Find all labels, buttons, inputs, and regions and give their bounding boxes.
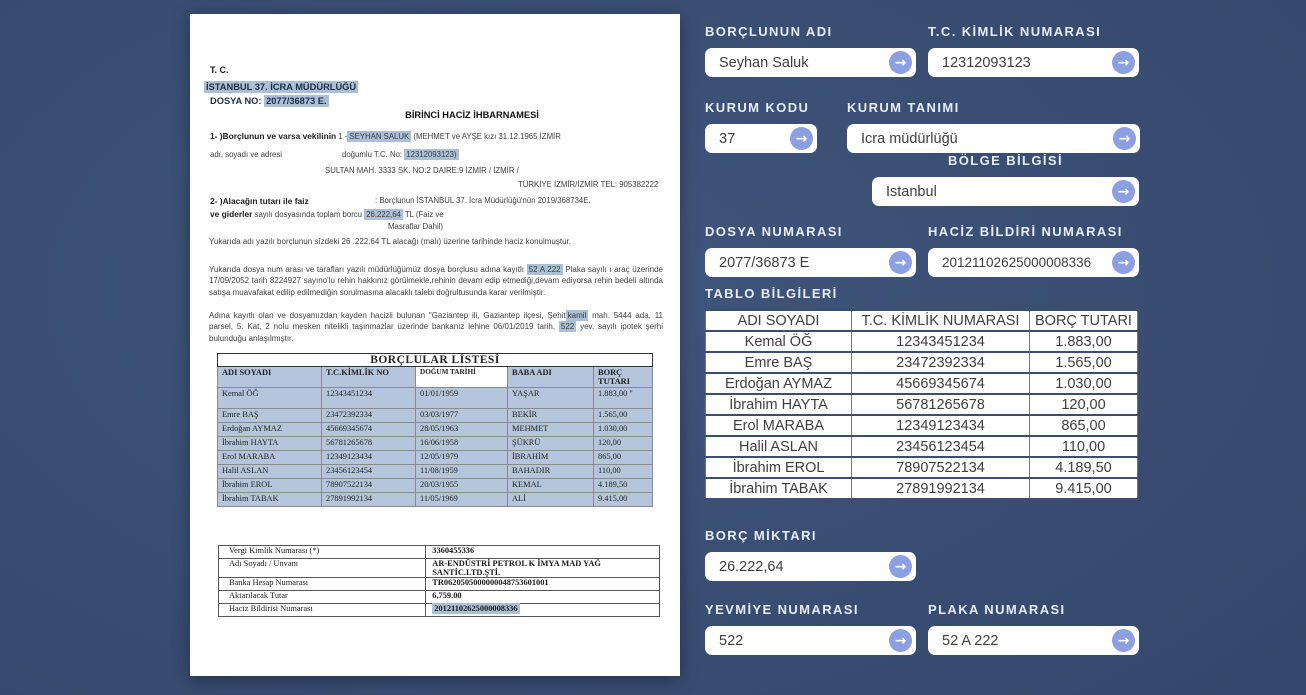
tc-kimlik-input-box bbox=[928, 48, 1139, 77]
field-tc-kimlik bbox=[928, 24, 1139, 77]
table-cell: Erdoğan AYMAZ bbox=[706, 373, 852, 394]
kurum-tanimi-submit-button[interactable] bbox=[1113, 127, 1136, 150]
table-cell: KEMAL bbox=[508, 479, 594, 493]
doc-title: BİRİNCİ HACİZ İHBARNAMESİ bbox=[405, 110, 539, 120]
table-row bbox=[706, 394, 1138, 415]
table-cell: İbrahim EROL bbox=[218, 479, 322, 493]
table-cell: 12349123434 bbox=[322, 451, 416, 465]
table-cell: 12/05/1979 bbox=[416, 451, 508, 465]
table-cell: 28/05/1963 bbox=[416, 423, 508, 437]
kurum-tanimi-input[interactable] bbox=[847, 131, 1140, 147]
table-cell bbox=[426, 546, 660, 559]
highlighted-text: 26.222,64 bbox=[366, 210, 401, 219]
table-cell: 78907522134 bbox=[322, 479, 416, 493]
table-row bbox=[706, 478, 1138, 499]
table-cell: İbrahim HAYTA bbox=[706, 394, 852, 415]
table-cell: Halil ASLAN bbox=[218, 465, 322, 479]
text-segment: Banka Hesap Numarası bbox=[229, 578, 309, 587]
table-cell: ŞÜKRÜ bbox=[508, 437, 594, 451]
highlighted-text: 12312093123) bbox=[406, 150, 457, 159]
table-cell: 11/05/1969 bbox=[416, 493, 508, 507]
table-cell bbox=[426, 604, 660, 617]
field-haciz-bildiri bbox=[928, 224, 1139, 277]
table-row bbox=[219, 546, 660, 559]
table-cell: 56781265678 bbox=[322, 437, 416, 451]
text-segment: Aktarılacak Tutar bbox=[229, 591, 288, 600]
highlighted-text: SEYHAN SALUK bbox=[349, 132, 410, 141]
table-cell: YAŞAR bbox=[508, 388, 594, 409]
table-cell: Kemal ÖĞ bbox=[706, 331, 852, 352]
text-segment: Yukarıda dosya num arası ve tarafları yazılı müdürlüğümüz dosya borçlusu adına kayıtlı bbox=[209, 265, 527, 274]
table-row bbox=[219, 559, 660, 578]
haciz-bildiri-input-box bbox=[928, 248, 1139, 277]
table-cell: İbrahim EROL bbox=[706, 457, 852, 478]
table-cell: 45669345674 bbox=[852, 373, 1030, 394]
borc-miktari-input-box bbox=[705, 552, 916, 581]
doc-paragraph-2 bbox=[209, 264, 663, 298]
borc-miktari-submit-button[interactable] bbox=[889, 555, 912, 578]
table-cell: İbrahim HAYTA bbox=[218, 437, 322, 451]
table-cell: 11/08/1959 bbox=[416, 465, 508, 479]
table-row bbox=[218, 451, 653, 465]
document-preview bbox=[190, 14, 680, 676]
plaka-numarasi-label: PLAKA NUMARASI bbox=[928, 602, 1066, 617]
dosya-numarasi-submit-button[interactable] bbox=[889, 251, 912, 274]
arrow-right-icon: → bbox=[894, 558, 907, 575]
arrow-right-icon: → bbox=[894, 254, 907, 271]
field-bolge-bilgisi bbox=[872, 153, 1139, 206]
table-cell: 78907522134 bbox=[852, 457, 1030, 478]
text-segment: 3360455336 bbox=[432, 546, 475, 555]
table-cell: MEHMET bbox=[508, 423, 594, 437]
field-plaka-numarasi bbox=[928, 602, 1139, 655]
table-cell: 110,00 bbox=[1030, 436, 1138, 457]
table-cell: 1.030,00 bbox=[1030, 373, 1138, 394]
plaka-numarasi-submit-button[interactable] bbox=[1112, 629, 1135, 652]
table-cell: İBRAHİM bbox=[508, 451, 594, 465]
table-cell: 23472392334 bbox=[322, 409, 416, 423]
table-row bbox=[706, 373, 1138, 394]
table-cell: 12343451234 bbox=[852, 331, 1030, 352]
kurum-tanimi-label: KURUM TANIMI bbox=[847, 100, 960, 115]
dosya-numarasi-label: DOSYA NUMARASI bbox=[705, 224, 843, 239]
table-cell: Erdoğan AYMAZ bbox=[218, 423, 322, 437]
text-segment: TR0620505000000048753601001 bbox=[432, 578, 549, 587]
text-segment: Vergi Kimlik Numarası (*) bbox=[229, 546, 320, 555]
tc-kimlik-submit-button[interactable] bbox=[1112, 51, 1135, 74]
tc-kimlik-input[interactable] bbox=[928, 55, 1139, 71]
doc-col-adi-soyadi: ADI SOYADI bbox=[218, 367, 322, 388]
borclunun-adi-submit-button[interactable] bbox=[889, 51, 912, 74]
table-row bbox=[219, 578, 660, 591]
table-cell: 4.189,50 bbox=[1030, 457, 1138, 478]
table-row bbox=[218, 479, 653, 493]
text-segment: Plaka sayılı ı araç üzerinde 17/09/2052 tarih 8224927 sayıno'lu rehin hakkınız görülmekle,rehinin devam edip etmediği,devam ediyorsa rehin bedeli altında satışa muavafakat edilip edilmediğin sorulmasına alacaklı talebi doğrultusunda karar verilmiştir. bbox=[209, 265, 663, 297]
table-cell: 865,00 bbox=[594, 451, 653, 465]
table-cell: Emre BAŞ bbox=[706, 352, 852, 373]
arrow-right-icon: → bbox=[894, 632, 907, 649]
haciz-bildiri-input[interactable] bbox=[928, 255, 1139, 270]
table-cell: 110,00 bbox=[594, 465, 653, 479]
doc-paragraph-3 bbox=[209, 310, 663, 344]
table-cell bbox=[426, 578, 660, 591]
table-cell bbox=[219, 604, 426, 617]
table-cell: Kemal ÖĞ bbox=[218, 388, 322, 409]
arrow-right-icon: → bbox=[1117, 54, 1130, 71]
highlighted-text: 20121102625000008336 bbox=[434, 604, 518, 613]
table-row bbox=[706, 415, 1138, 436]
table-cell: Emre BAŞ bbox=[218, 409, 322, 423]
doc-item2-label: 2- )Alacağın tutarı ile faiz bbox=[210, 196, 309, 206]
table-cell: 1.883,00 bbox=[1030, 331, 1138, 352]
field-kurum-kodu bbox=[705, 100, 817, 153]
table-cell: ALİ bbox=[508, 493, 594, 507]
field-borclunun-adi bbox=[705, 24, 916, 77]
borc-miktari-input[interactable] bbox=[705, 559, 916, 575]
text-segment: TL (Faiz ve bbox=[402, 210, 444, 219]
doc-info-table bbox=[218, 545, 660, 617]
field-dosya-numarasi bbox=[705, 224, 916, 277]
borclunun-adi-input[interactable] bbox=[705, 55, 916, 71]
text-segment: (MEHMET ve AYŞE kızı 31.12.1965 İZMİR bbox=[411, 132, 561, 141]
table-cell: 45669345674 bbox=[322, 423, 416, 437]
table-cell bbox=[219, 559, 426, 578]
table-cell: 1.883,00 " bbox=[594, 388, 653, 409]
table-cell: 56781265678 bbox=[852, 394, 1030, 415]
table-cell: Halil ASLAN bbox=[706, 436, 852, 457]
table-cell: 16/06/1958 bbox=[416, 437, 508, 451]
haciz-bildiri-submit-button[interactable] bbox=[1112, 251, 1135, 274]
table-row bbox=[706, 352, 1138, 373]
extracted-table-header-row bbox=[706, 310, 1138, 331]
dosya-numarasi-input[interactable] bbox=[705, 255, 916, 271]
extracted-table bbox=[705, 309, 1138, 500]
table-cell: 4.189,50 bbox=[594, 479, 653, 493]
field-kurum-tanimi bbox=[847, 100, 1140, 153]
col-tc-kimlik-numarasi: T.C. KİMLİK NUMARASI bbox=[852, 310, 1030, 331]
doc-col-dogum-tarihi: DOĞUM TARİHİ bbox=[416, 367, 508, 388]
doc-dosya-line: DOSYA NO: 2077/36873 E. bbox=[210, 96, 327, 106]
table-cell bbox=[219, 578, 426, 591]
doc-office-line: İSTANBUL 37. İCRA MÜDÜRLÜĞÜ bbox=[206, 82, 357, 92]
table-cell: 1.565,00 bbox=[594, 409, 653, 423]
plaka-numarasi-input[interactable] bbox=[928, 633, 1139, 649]
text-segment: Adı Soyadı / Unvanı bbox=[229, 559, 299, 568]
yevmiye-numarasi-input[interactable] bbox=[705, 633, 916, 649]
doc-item2-line3: Masraflar Dahil) bbox=[388, 222, 444, 231]
table-cell: 1.565,00 bbox=[1030, 352, 1138, 373]
table-cell: 23472392334 bbox=[852, 352, 1030, 373]
doc-col-tc-kimlik: T.C.KİMLİK NO bbox=[322, 367, 416, 388]
table-cell: 9.415,00 bbox=[1030, 478, 1138, 499]
table-cell bbox=[219, 546, 426, 559]
doc-col-baba-adi: BABA ADI bbox=[508, 367, 594, 388]
yevmiye-numarasi-submit-button[interactable] bbox=[889, 629, 912, 652]
doc-item1-sublabel: adı, soyadı ve adresi bbox=[210, 150, 282, 159]
borc-miktari-label: BORÇ MİKTARI bbox=[705, 528, 817, 543]
bolge-bilgisi-submit-button[interactable] bbox=[1112, 180, 1135, 203]
highlighted-text: 52 A 222 bbox=[528, 265, 561, 274]
yevmiye-numarasi-input-box bbox=[705, 626, 916, 655]
haciz-bildiri-label: HACİZ BİLDİRİ NUMARASI bbox=[928, 224, 1123, 239]
arrow-right-icon: → bbox=[1117, 183, 1130, 200]
table-cell: 12349123434 bbox=[852, 415, 1030, 436]
table-cell: İbrahim TABAK bbox=[218, 493, 322, 507]
doc-item1-line3: SULTAN MAH. 3333 SK. NO:2 DAIRE:9 İZMİR / İZMİR / bbox=[325, 166, 519, 175]
table-cell: 1.030,00 bbox=[594, 423, 653, 437]
text-segment: sayılı dosyasında toplam borcu bbox=[252, 210, 365, 219]
table-row bbox=[706, 331, 1138, 352]
table-cell: 27891992134 bbox=[322, 493, 416, 507]
arrow-right-icon: → bbox=[894, 54, 907, 71]
arrow-right-icon: → bbox=[1118, 130, 1131, 147]
field-yevmiye-numarasi bbox=[705, 602, 916, 655]
arrow-right-icon: → bbox=[795, 130, 808, 147]
text-segment: doğumlu T.C. No: bbox=[342, 150, 405, 159]
doc-item2-line1: : Borçlunun İSTANBUL 37. İcra Müdürlüğü'nün 2019/368734E. bbox=[375, 196, 591, 205]
bolge-bilgisi-label: BÖLGE BİLGİSİ bbox=[948, 153, 1063, 168]
table-cell: 03/03/1977 bbox=[416, 409, 508, 423]
field-borc-miktari bbox=[705, 528, 916, 581]
table-cell: Erol MARABA bbox=[218, 451, 322, 465]
table-row bbox=[219, 591, 660, 604]
table-cell: 20/03/1955 bbox=[416, 479, 508, 493]
dosya-numarasi-input-box bbox=[705, 248, 916, 277]
table-cell: İbrahim TABAK bbox=[706, 478, 852, 499]
doc-debtors-table bbox=[217, 353, 653, 507]
doc-item1-line2 bbox=[342, 150, 459, 160]
tablo-bilgileri-title: TABLO BİLGİLERİ bbox=[705, 286, 838, 301]
table-cell: 12343451234 bbox=[322, 388, 416, 409]
table-cell: 120,00 bbox=[594, 437, 653, 451]
text-segment: yev. sayılı ipotek şerhi bulunduğu anlaşılmıştır. bbox=[209, 322, 663, 343]
col-adi-soyadi: ADI SOYADI bbox=[706, 310, 852, 331]
table-cell: 23456123454 bbox=[852, 436, 1030, 457]
arrow-right-icon: → bbox=[1117, 254, 1130, 271]
table-row bbox=[218, 409, 653, 423]
table-cell bbox=[426, 559, 660, 578]
doc-item1-line1: 1- )Borçlunun ve varsa vekilinin 1 - SEYHAN SALUK (MEHMET ve AYŞE kızı 31.12.1965 İZMİR bbox=[210, 131, 561, 141]
doc-col-borc-tutari: BORÇ TUTARI bbox=[594, 367, 653, 388]
table-cell: BAHADIR bbox=[508, 465, 594, 479]
table-row bbox=[218, 388, 653, 409]
doc-item1-line4: TÜRKİYE İZMİR/İZMİR TEL: 905382222 bbox=[518, 180, 659, 189]
table-cell: 865,00 bbox=[1030, 415, 1138, 436]
kurum-kodu-input-box bbox=[705, 124, 817, 153]
text-segment: AR-ENDÜSTRİ PETROL K İMYA MAD YAĞ SANTİC.LTD.ŞTİ. bbox=[432, 559, 601, 577]
highlighted-text: kamil bbox=[567, 311, 587, 320]
table-row bbox=[218, 437, 653, 451]
highlighted-text: 522 bbox=[560, 322, 575, 332]
table-cell bbox=[219, 591, 426, 604]
text-segment: Adına kayıtlı olan ve dosyamızdan kayden hacizli bulunan "Gaziantep ili, Gaziantep ilçesi, Şehit bbox=[209, 311, 566, 320]
text-segment: Haciz Bildirisi Numarası bbox=[229, 604, 313, 613]
kurum-kodu-label: KURUM KODU bbox=[705, 100, 810, 115]
table-cell: 120,00 bbox=[1030, 394, 1138, 415]
doc-debtors-table-header-row bbox=[218, 367, 653, 388]
doc-item2-line2: ve giderler sayılı dosyasında toplam borcu 26.222,64 TL (Faiz ve bbox=[210, 209, 444, 219]
table-cell: 23456123454 bbox=[322, 465, 416, 479]
bolge-bilgisi-input-box bbox=[872, 177, 1139, 206]
table-cell: BEKİR bbox=[508, 409, 594, 423]
table-row bbox=[218, 423, 653, 437]
yevmiye-numarasi-label: YEVMİYE NUMARASI bbox=[705, 602, 859, 617]
table-row bbox=[219, 604, 660, 617]
text-segment: 1 - bbox=[336, 132, 348, 141]
table-row bbox=[218, 465, 653, 479]
table-cell: 27891992134 bbox=[852, 478, 1030, 499]
table-row bbox=[706, 436, 1138, 457]
table-row bbox=[706, 457, 1138, 478]
plaka-numarasi-input-box bbox=[928, 626, 1139, 655]
table-cell bbox=[426, 591, 660, 604]
kurum-tanimi-input-box bbox=[847, 124, 1140, 153]
doc-paragraph-1: Yukarıda adı yazılı borçlunun sîzdeki 26 .222,64 TL alacağı (malı) üzerine tarihinde haciz konulmuştur. bbox=[209, 237, 571, 246]
doc-debtors-table-title: BORÇLULAR LİSTESİ bbox=[218, 354, 653, 367]
table-cell: Erol MARABA bbox=[706, 415, 852, 436]
borclunun-adi-label: BORÇLUNUN ADI bbox=[705, 24, 833, 39]
table-row bbox=[218, 493, 653, 507]
text-segment: 6,759.00 bbox=[432, 591, 462, 600]
text-segment: mah. 5444 ada, 11 parsel, 5. Kat, 2 nolu mesken nitelikli taşınmazlar üzerinde bankanız lehine 06/01/2019 tarih, bbox=[209, 311, 663, 332]
kurum-kodu-submit-button[interactable] bbox=[790, 127, 813, 150]
bolge-bilgisi-input[interactable] bbox=[872, 184, 1139, 200]
doc-tc-heading: T. C. bbox=[210, 65, 229, 75]
arrow-right-icon: → bbox=[1117, 632, 1130, 649]
table-cell: 01/01/1959 bbox=[416, 388, 508, 409]
borclunun-adi-input-box bbox=[705, 48, 916, 77]
col-borc-tutari: BORÇ TUTARI bbox=[1030, 310, 1138, 331]
table-cell: 9.415,00 bbox=[594, 493, 653, 507]
tc-kimlik-label: T.C. KİMLİK NUMARASI bbox=[928, 24, 1102, 39]
